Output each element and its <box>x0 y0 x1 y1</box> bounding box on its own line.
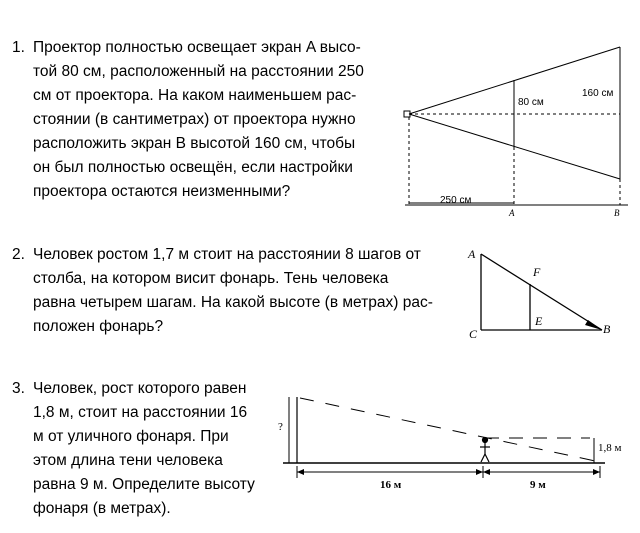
problem-1-line: Проектор полностью освещает экран A высо- <box>33 39 361 56</box>
problem-2-line: столба, на котором висит фонарь. Тень человека <box>33 270 389 287</box>
fig3-light-ray <box>300 398 600 462</box>
fig1-label-250: 250 см <box>440 195 472 206</box>
problem-3-line: фонаря (в метрах). <box>33 500 171 517</box>
fig2-arrow-tip <box>585 320 602 330</box>
problem-1-line: той 80 см, расположенный на расстоянии 250 <box>33 63 364 80</box>
fig3-arrow <box>476 469 483 475</box>
fig3-label-16: 16 м <box>380 479 402 491</box>
problem-1-line: расположить экран B высотой 160 см, чтобы <box>33 135 356 152</box>
fig2-label-b: B <box>603 322 611 336</box>
fig2-label-f: F <box>533 265 541 279</box>
fig2-hypotenuse-ab <box>481 254 602 330</box>
fig3-person-icon <box>480 438 490 463</box>
problem-2-line: положен фонарь? <box>33 318 164 335</box>
problem-2-text <box>33 243 433 339</box>
problem-2-number: 2. <box>12 246 25 263</box>
fig1-label-b: B <box>614 208 620 218</box>
problem-2-line: равна четырем шагам. На какой высоте (в метрах) рас- <box>33 294 433 311</box>
fig3-arrow <box>593 469 600 475</box>
problem-3-line: Человек, рост которого равен <box>33 380 247 397</box>
problem-3-number: 3. <box>12 380 25 397</box>
fig2-label-a: A <box>468 247 476 261</box>
fig1-projector-icon <box>404 111 410 117</box>
problem-1-line: он был полностью освещён, если настройки <box>33 159 353 176</box>
fig3-arrow <box>297 469 304 475</box>
problem-1-text <box>33 36 364 204</box>
problem-3-line: равна 9 м. Определите высоту <box>33 476 255 493</box>
problem-2-line: Человек ростом 1,7 м стоит на расстоянии 8 шагов от <box>33 246 421 263</box>
fig1-beam-bottom <box>409 114 620 179</box>
problem-3-line: этом длина тени человека <box>33 452 223 469</box>
problem-1-number: 1. <box>12 39 25 56</box>
fig2-label-c: C <box>469 327 478 341</box>
problem-3-line: 1,8 м, стоит на расстоянии 16 <box>33 404 248 421</box>
fig3-label-9: 9 м <box>530 479 546 491</box>
problem-1-line: проектора остаются неизменными? <box>33 183 291 200</box>
problem-1-line: стоянии (в сантиметрах) от проектора нужно <box>33 111 356 128</box>
fig3-arrow <box>483 469 490 475</box>
fig1-beam-top <box>409 47 620 114</box>
fig3-label-person-height: 1,8 м <box>598 442 622 454</box>
fig1-label-a: A <box>509 208 515 218</box>
fig2-label-e: E <box>535 314 543 328</box>
fig1-label-80: 80 см <box>518 97 544 108</box>
fig3-label-unknown: ? <box>278 421 283 433</box>
problem-3-line: м от уличного фонаря. При <box>33 428 229 445</box>
fig1-label-160: 160 см <box>582 88 614 99</box>
problem-1-line: см от проектора. На каком наименьшем рас- <box>33 87 357 104</box>
problem-3-text <box>33 377 255 521</box>
